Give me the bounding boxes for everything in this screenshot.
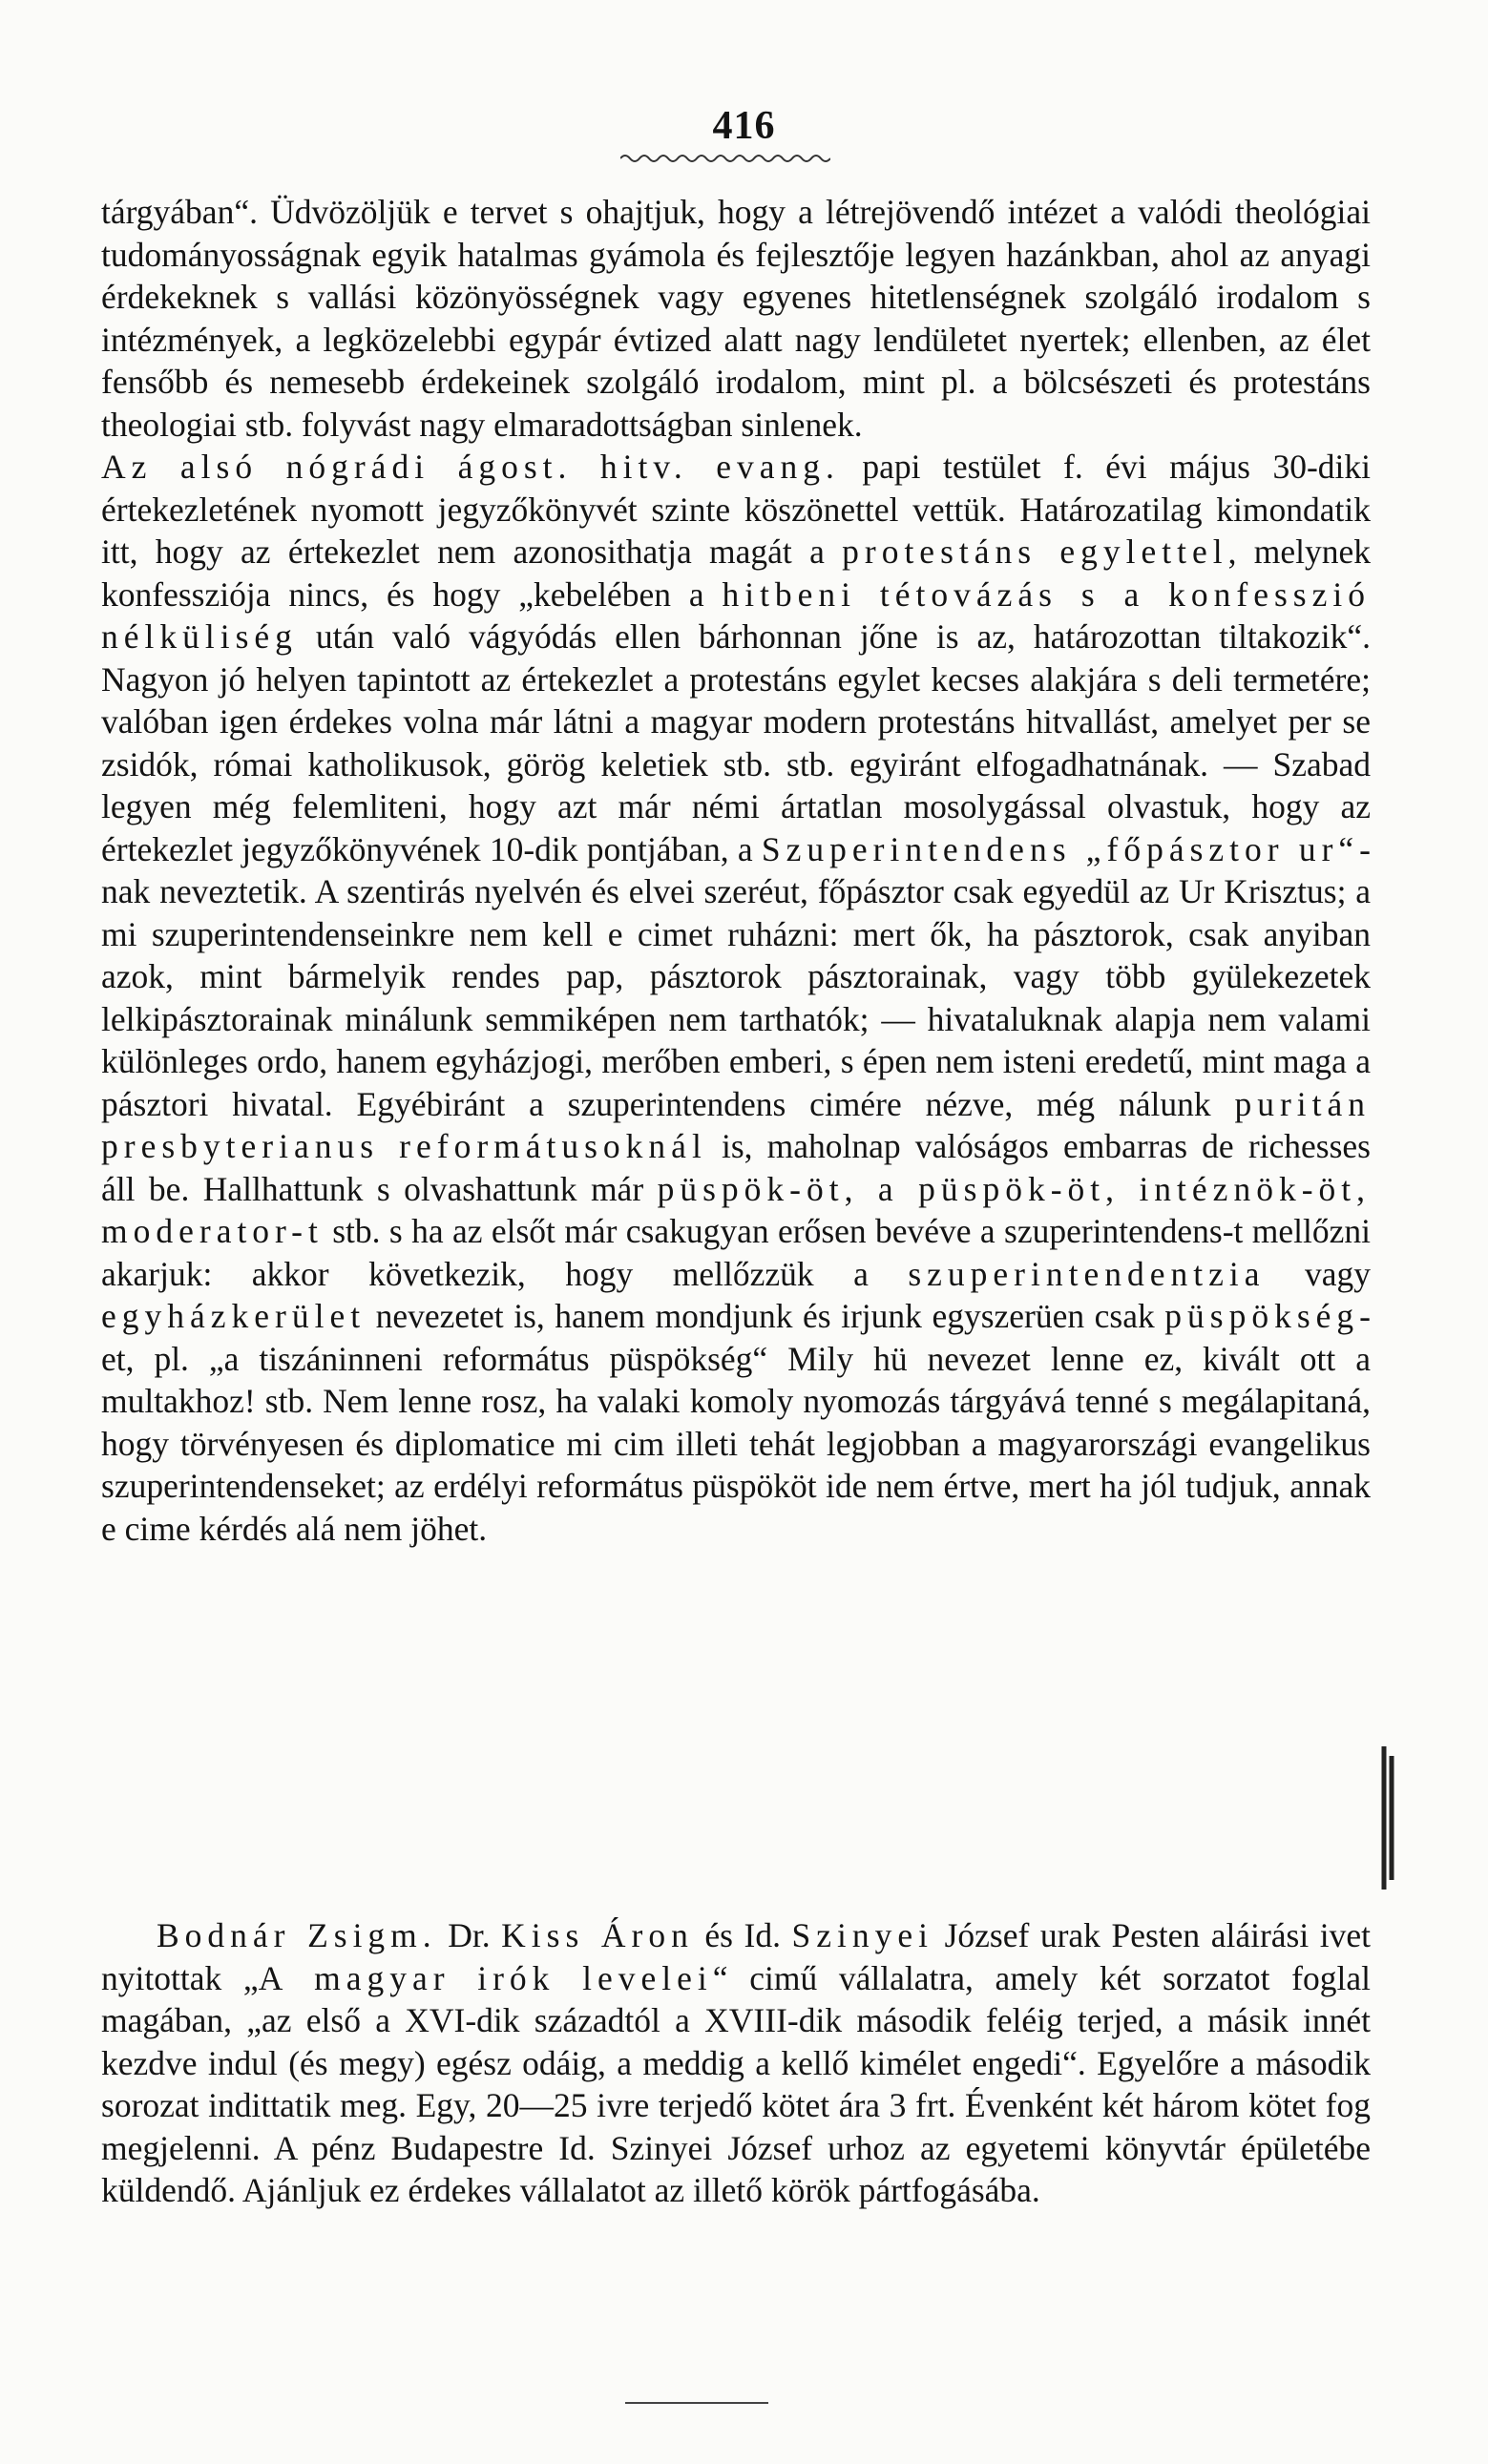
body-text: “ cimű vállalatra, amely két sorzatot foglal magában, „az első a XVI-dik századtól a XVIII-dik második feléig terjed, a másik innét kezdve indul (és megy) egész odáig, a meddig a kellő kimélet engedi“. Egyelőre a második sorozat indittatik meg. Egy, 20—25 ivre terjedő kötet ára 3 frt. Évenként két három kötet fog megjelenni. A pénz Budapestre Id. Szinyei József urhoz az egyetemi könyvtár épületébe küldendő. Ajánljuk ez érdekes vállalatot az illető körök pártfogásába.: [101, 1958, 1371, 2209]
emphasized-text: hitbeni tétovázás s a konfesszió nélküliség: [101, 574, 1371, 656]
margin-bracket-mark: [1374, 1737, 1403, 1899]
emphasized-text: püspök-öt, a püspök-öt, intéznök-öt, moderator-t: [101, 1169, 1371, 1250]
body-text: is, maholnap valóságos embarras de richesses áll be. Hallhattunk s olvashattunk már: [101, 1127, 1371, 1208]
emphasized-text: püspökség: [1164, 1297, 1360, 1335]
emphasized-text: szuperintendentzia: [908, 1254, 1266, 1293]
body-text: vagy: [1265, 1254, 1371, 1293]
emphasized-text: A magyar irók levelei: [258, 1958, 713, 1997]
body-text: stb. s ha az elsőt már csakugyan erősen bevéve a szuperintendens-t mellőzni akarjuk: akkor következik, hogy mellőzzük a: [101, 1212, 1371, 1293]
emphasized-text: puritán presbyterianus reformátusoknál: [101, 1084, 1371, 1165]
body-text: József urak Pesten aláirási ivet nyitottak „: [101, 1916, 1372, 1997]
article-block-irok-levelei: [101, 1914, 1371, 2212]
body-text: papi testület f. évi május 30-diki értekezletének nyomott jegyzőkönyvét szinte köszönettel vettük. Határozatilag kimondatik itt, hogy az értekezlet nem azonosithatja magát a: [101, 448, 1371, 571]
body-text: nevezetet is, hanem mondjunk és irjunk egyszerüen csak: [366, 1297, 1165, 1335]
closing-rule: [625, 2402, 768, 2404]
body-text: után való vágyódás ellen bárhonnan jőne is az, határozottan tiltakozik“. Nagyon jó helyen tapintott az értekezlet a protestáns egylet kecses alakjára s deli termetére; valóban igen érdekes volna már látni a magyar modern protestáns hitvallást, amelyet per se zsidók, római katholikusok, görög keletiek stb. stb. egyiránt elfogadhatnának. — Szabad legyen még felemliteni, hogy azt már némi ártatlan mosolygással olvastuk, hogy az értekezlet jegyzőkönyvének 10-dik pontjában, a: [101, 617, 1371, 868]
body-text: , melynek konfessziója nincs, és hogy „kebelében a: [101, 532, 1371, 614]
wavy-rule: [620, 153, 830, 164]
body-text: -et, pl. „a tiszáninneni református püspökség“ Mily hü nevezet lenne ez, kivált ott a multakhoz! stb. Nem lenne rosz, ha valaki komoly nyomozás tárgyává tenné s megálapitaná, hogy törvényesen és diplomatice mi cim illeti tehát legjobban a magyarországi evangelikus szuperintendenseket; az erdélyi református püspököt ide nem értve, mert ha jól tudjuk, annak e cime kérdés alá nem jöhet.: [101, 1297, 1371, 1548]
emphasized-text: Az alsó nógrádi ágost. hitv. evang.: [101, 448, 840, 486]
paragraph: [101, 1914, 1371, 2212]
body-text: tárgyában“. Üdvözöljük e tervet s ohajtjuk, hogy a létrejövendő intézet a valódi theológiai tudományosságnak egyik hatalmas gyámola és fejlesztője legyen hazánkban, ahol az anyagi érdekeknek s vallási közönyösségnek vagy egyenes hitetlenségnek szolgáló irodalom s intézmények, a legközelebbi egypár évtized alatt nagy lendületet nyertek; ellenben, az élet fensőbb és nemesebb érdekeinek szolgáló irodalom, mint pl. a bölcsészeti és protestáns theologiai stb. folyvást nagy elmaradottságban sinlenek.: [101, 193, 1371, 444]
body-text: -nak neveztetik. A szentirás nyelvén és elvei szeréut, főpásztor csak egyedül az Ur Krisztus; a mi szuperintendenseinkre nem kell e cimet ruházni: mert ők, ha pásztorok, csak anyiban azok, mint bármelyik rendes pap, pásztorok pásztorainak, vagy több gyülekezetek lelkipásztorainak minálunk semmiképen nem tarthatók; — hivataluknak alapja nem valami különleges ordo, hanem egyházjogi, merőben emberi, s épen nem isteni eredetű, mint maga a pásztori hivatal. Egyébiránt a szuperintendens cimére nézve, még nálunk: [101, 829, 1371, 1123]
page-number: 416: [712, 104, 776, 148]
article-block-testulet: [101, 191, 1371, 1550]
emphasized-text: Kiss Áron: [501, 1916, 694, 1954]
emphasized-text: Szinyei: [791, 1916, 934, 1954]
emphasized-text: Bodnár Zsigm.: [157, 1916, 437, 1954]
paragraph: [101, 191, 1371, 446]
body-text: és Id.: [693, 1916, 792, 1954]
emphasized-text: Szuperintendens „főpásztor ur“: [761, 829, 1360, 868]
emphasized-text: egyházkerület: [101, 1297, 367, 1335]
paragraph: [101, 446, 1371, 1550]
body-text: Dr.: [436, 1916, 502, 1954]
emphasized-text: protestáns egylettel: [842, 532, 1228, 571]
